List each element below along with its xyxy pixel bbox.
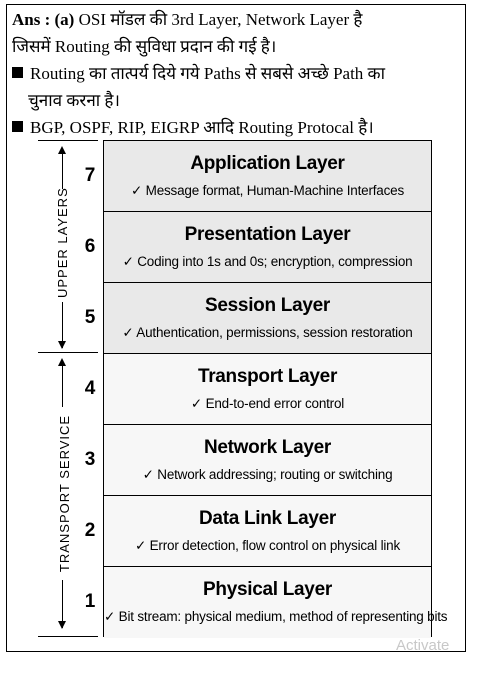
activate-watermark: Activate — [396, 637, 450, 654]
layer-number: 5 — [84, 307, 96, 328]
bullet-2 — [12, 114, 467, 141]
network-layer — [104, 425, 431, 496]
layer-title: Application Layer — [190, 153, 345, 174]
answer-prefix: Ans : (a) — [12, 10, 75, 29]
layer-number: 3 — [84, 449, 96, 470]
layer-number: 1 — [84, 591, 96, 612]
layer-description: ✓ Authentication, permissions, session restoration — [122, 325, 413, 340]
layer-title: Transport Layer — [197, 366, 338, 387]
upper-layers-label: UPPER LAYERS — [55, 189, 70, 302]
layer-title: Data Link Layer — [199, 508, 336, 529]
presentation-layer — [104, 212, 431, 283]
layer-title: Network Layer — [203, 437, 332, 458]
upper-bracket-top — [38, 140, 98, 141]
session-layer — [104, 283, 431, 354]
layer-description: ✓ Network addressing; routing or switching — [142, 467, 393, 482]
transport-layer — [104, 354, 431, 425]
answer-text — [12, 6, 467, 141]
osi-layer-stack — [103, 140, 448, 637]
bullet-1-text: Routing का तात्पर्य दिये गये Paths से सबसे अच्छे Path का — [30, 64, 386, 83]
bullet-1 — [12, 60, 467, 87]
arrow-down-icon — [58, 621, 66, 629]
bullet-2-text: BGP, OSPF, RIP, EIGRP आदि Routing Protocal है। — [30, 118, 374, 137]
layer-description: ✓ End-to-end error control — [190, 396, 345, 411]
layer-title: Presentation Layer — [184, 224, 351, 245]
application-layer — [104, 141, 431, 212]
layer-number: 2 — [84, 520, 96, 541]
layer-number: 4 — [84, 378, 96, 399]
square-bullet-icon — [12, 121, 23, 132]
physical-layer — [104, 567, 448, 638]
arrow-up-icon — [58, 146, 66, 154]
square-bullet-icon — [12, 67, 23, 78]
arrow-down-icon — [58, 341, 66, 349]
layer-number: 7 — [84, 165, 96, 186]
layer-description: ✓ Message format, Human-Machine Interfaces — [130, 183, 405, 198]
layer-title: Session Layer — [205, 295, 330, 316]
bullet-1-continuation: चुनाव करना है। — [28, 91, 120, 110]
answer-line-2: जिसमें Routing की सुविधा प्रदान की गई है। — [12, 37, 277, 56]
lower-bracket-bottom — [38, 636, 98, 637]
transport-service-label: TRANSPORT SERVICE — [57, 407, 72, 580]
layer-number: 6 — [84, 236, 96, 257]
answer-line-1 — [12, 6, 467, 33]
arrow-up-icon — [58, 358, 66, 366]
answer-line-1-text: OSI मॉडल की 3rd Layer, Network Layer है — [74, 10, 363, 29]
group-divider — [38, 352, 98, 353]
layer-description: ✓ Bit stream: physical medium, method of representing bits — [104, 609, 448, 624]
layer-title: Physical Layer — [203, 579, 332, 600]
layer-description: ✓ Error detection, flow control on physical link — [134, 538, 401, 553]
data-link-layer — [104, 496, 431, 567]
layer-description: ✓ Coding into 1s and 0s; encryption, compression — [122, 254, 413, 269]
